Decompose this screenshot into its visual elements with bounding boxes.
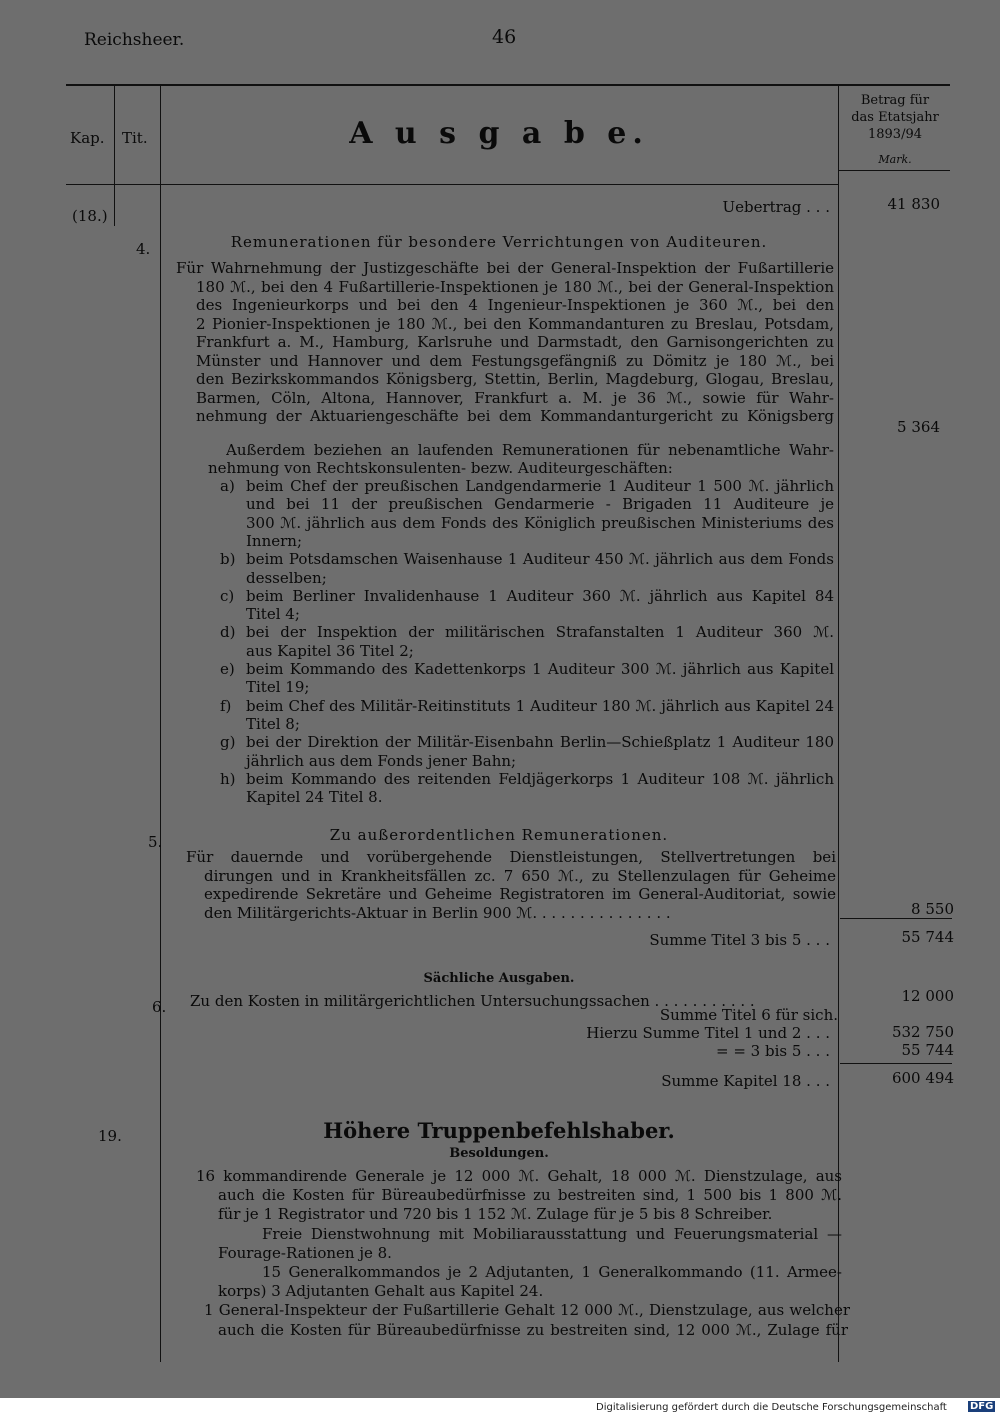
item-line: beim Potsdamschen Waisenhause 1 Auditeur 450 ℳ. jährlich aus dem Fonds	[246, 551, 834, 569]
item-line: Titel 4;	[246, 605, 300, 624]
item-line: bei der Direktion der Militär-Eisenbahn Berlin—Schießplatz 1 Auditeur 180	[246, 734, 834, 752]
item-label: g)	[220, 733, 236, 752]
tit-5: 5.	[148, 833, 163, 851]
summe-3-5-label: Summe Titel 3 bis 5 . . .	[649, 931, 830, 949]
chap19-line: auch die Kosten für Büreaubedürfnisse zu bestreiten sind, 12 000 ℳ., Zulage für	[218, 1321, 848, 1339]
t4-line: Münster und Hannover und dem Festungsgefängniß zu Dömitz je 180 ℳ., bei	[196, 352, 834, 370]
item-label: a)	[220, 477, 235, 495]
chap19-line: 1 General-Inspekteur der Fußartillerie Gehalt 12 000 ℳ., Dienstzulage, aus welcher	[204, 1302, 850, 1320]
t5-line: den Militärgerichts-Aktuar in Berlin 900 ℳ. . . . . . . . . . . . . . .	[204, 903, 671, 922]
dfg-logo: DFG	[970, 1401, 994, 1412]
amount-header-3: 1893/94	[867, 127, 922, 142]
tit-header: Tit.	[122, 129, 148, 147]
t6-amount: 12 000	[901, 987, 954, 1005]
item-line: Titel 8;	[246, 714, 300, 733]
top-rule	[66, 84, 950, 86]
running-header: Reichsheer.	[84, 30, 185, 50]
uebertrag-amount: 41 830	[887, 195, 940, 213]
t4-line: Für Wahrnehmung der Justizgeschäfte bei der General-Inspektion der Fußartillerie	[176, 260, 834, 277]
t6-summe: Summe Titel 6 für sich.	[659, 1006, 838, 1024]
tit-6: 6.	[152, 998, 167, 1016]
chap19-line: auch die Kosten für Büreaubedürfnisse zu bestreiten sind, 1 500 bis 1 800 ℳ.	[218, 1187, 842, 1205]
t4-line: 2 Pionier-Inspektionen je 180 ℳ., bei den Kommandanturen zu Breslau, Potsdam,	[196, 315, 834, 333]
kap-18: (18.)	[72, 207, 108, 225]
kap-header: Kap.	[70, 129, 105, 147]
item-line: 300 ℳ. jährlich aus dem Fonds des Königlich preußischen Ministeriums des	[246, 514, 834, 532]
chap19-line: korps) 3 Adjutanten Gehalt aus Kapitel 24.	[218, 1282, 544, 1301]
item-label: f)	[220, 696, 232, 715]
saechliche-heading: Sächliche Ausgaben.	[423, 971, 575, 986]
footer-credit: Digitalisierung gefördert durch die Deutsche Forschungsgemeinschaft	[596, 1402, 947, 1413]
item-line: beim Berliner Invalidenhause 1 Auditeur 360 ℳ. jährlich aus Kapitel 84	[246, 587, 834, 605]
t5-sum-rule	[840, 918, 952, 919]
t4-note-line: Außerdem beziehen an laufenden Remunerationen für nebenamtliche Wahr-	[226, 442, 834, 459]
t4-line: Barmen, Cöln, Altona, Hannover, Frankfurt a. M. je 36 ℳ., sowie für Wahr-	[196, 389, 834, 407]
item-label: d)	[220, 623, 236, 642]
item-line: Titel 19;	[246, 678, 310, 697]
summe-kap-amount: 600 494	[891, 1069, 954, 1087]
t5-line: dirungen und in Krankheitsfällen zc. 7 650 ℳ., zu Stellenzulagen für Geheime	[204, 867, 836, 885]
kap-col-line	[114, 86, 115, 186]
chap19-line: Fourage-Rationen je 8.	[218, 1243, 392, 1262]
t4-line: 180 ℳ., bei den 4 Fußartillerie-Inspektionen je 180 ℳ., bei der General-Inspektion	[196, 278, 834, 296]
item-line: desselben;	[246, 568, 327, 587]
header-rule	[66, 184, 838, 185]
page-number: 46	[492, 26, 517, 48]
t4-line: Frankfurt a. M., Hamburg, Karlsruhe und Darmstadt, den Garnisongerichten zu	[196, 334, 834, 351]
tit-4: 4.	[136, 240, 151, 258]
uebertrag-label: Uebertrag . . .	[722, 198, 830, 216]
item-line: aus Kapitel 36 Titel 2;	[246, 641, 414, 660]
t4-line: den Bezirkskommandos Königsberg, Stettin, Berlin, Magdeburg, Glogau, Breslau,	[196, 371, 834, 388]
item-line: und bei 11 der preußischen Gendarmerie - Brigaden 11 Auditeure je	[246, 496, 834, 514]
chap19-line: für je 1 Registrator und 720 bis 1 152 ℳ. Zulage für je 5 bis 8 Schreiber.	[218, 1205, 773, 1224]
chap19-line: 16 kommandirende Generale je 12 000 ℳ. Gehalt, 18 000 ℳ. Dienstzulage, aus	[196, 1168, 842, 1185]
kap-sum-rule	[840, 1063, 952, 1064]
item-line: beim Kommando des reitenden Feldjägerkorps 1 Auditeur 108 ℳ. jährlich	[246, 770, 834, 788]
header-rule-amount	[838, 170, 950, 171]
chap19-line: Freie Dienstwohnung mit Mobiliarausstattung und Feuerungsmaterial —	[262, 1225, 842, 1243]
t5-line: expedirende Sekretäre und Geheime Registratoren im General-Auditoriat, sowie	[204, 886, 836, 903]
t5-amount: 8 550	[911, 900, 954, 918]
t4-line: nehmung der Aktuariengeschäfte bei dem Kommandanturgericht zu Königsberg	[196, 408, 834, 425]
item-line: Innern;	[246, 531, 303, 550]
t5-line: Für dauernde und vorübergehende Dienstleistungen, Stellvertretungen bei	[186, 849, 836, 866]
chap19-subtitle: Besoldungen.	[449, 1146, 549, 1161]
item-line: jährlich aus dem Fonds jener Bahn;	[246, 751, 517, 770]
t5-heading: Zu außerordentlichen Remunerationen.	[329, 826, 669, 844]
item-label: e)	[220, 660, 235, 678]
hierzu-2-label: = = 3 bis 5 . . .	[715, 1042, 830, 1060]
chap19-title: Höhere Truppenbefehlshaber.	[323, 1118, 675, 1143]
item-line: bei der Inspektion der militärischen Strafanstalten 1 Auditeur 360 ℳ.	[246, 624, 834, 642]
summe-kap-label: Summe Kapitel 18 . . .	[661, 1072, 830, 1090]
t4-line: des Ingenieurkorps und bei den 4 Ingenieur-Inspektionen je 360 ℳ., bei den	[196, 297, 834, 314]
t4-amount: 5 364	[897, 418, 940, 436]
section-title: A u s g a b e.	[349, 116, 649, 151]
hierzu-1-amount: 532 750	[891, 1023, 954, 1041]
t6-text: Zu den Kosten in militärgerichtlichen Untersuchungssachen . . . . . . . . . . .	[190, 993, 755, 1010]
hierzu-2-amount: 55 744	[901, 1041, 954, 1059]
kap-19: 19.	[98, 1127, 122, 1145]
item-label: b)	[220, 550, 236, 569]
item-line: beim Chef der preußischen Landgendarmerie 1 Auditeur 1 500 ℳ. jährlich	[246, 478, 834, 495]
summe-3-5-amount: 55 744	[901, 928, 954, 946]
kap-col-line-2	[114, 186, 115, 226]
item-label: c)	[220, 586, 235, 605]
t4-heading: Remunerationen für besondere Verrichtungen von Auditeuren.	[230, 233, 768, 251]
amount-header-2: das Etatsjahr	[851, 110, 939, 125]
item-label: h)	[220, 769, 236, 788]
item-line: Kapitel 24 Titel 8.	[246, 788, 383, 807]
item-line: beim Chef des Militär-Reitinstituts 1 Auditeur 180 ℳ. jährlich aus Kapitel 24	[246, 697, 834, 715]
hierzu-1-label: Hierzu Summe Titel 1 und 2 . . .	[586, 1024, 830, 1042]
tit-col-line	[160, 86, 161, 1362]
chap19-line: 15 Generalkommandos je 2 Adjutanten, 1 Generalkommando (11. Armee-	[262, 1264, 842, 1281]
item-line: beim Kommando des Kadettenkorps 1 Auditeur 300 ℳ. jährlich aus Kapitel	[246, 661, 834, 678]
amount-header-1: Betrag für	[860, 93, 930, 108]
t4-note-line: nehmung von Rechtskonsulenten- bezw. Auditeurgeschäften:	[208, 459, 673, 477]
amount-header-unit: Mark.	[878, 153, 912, 166]
